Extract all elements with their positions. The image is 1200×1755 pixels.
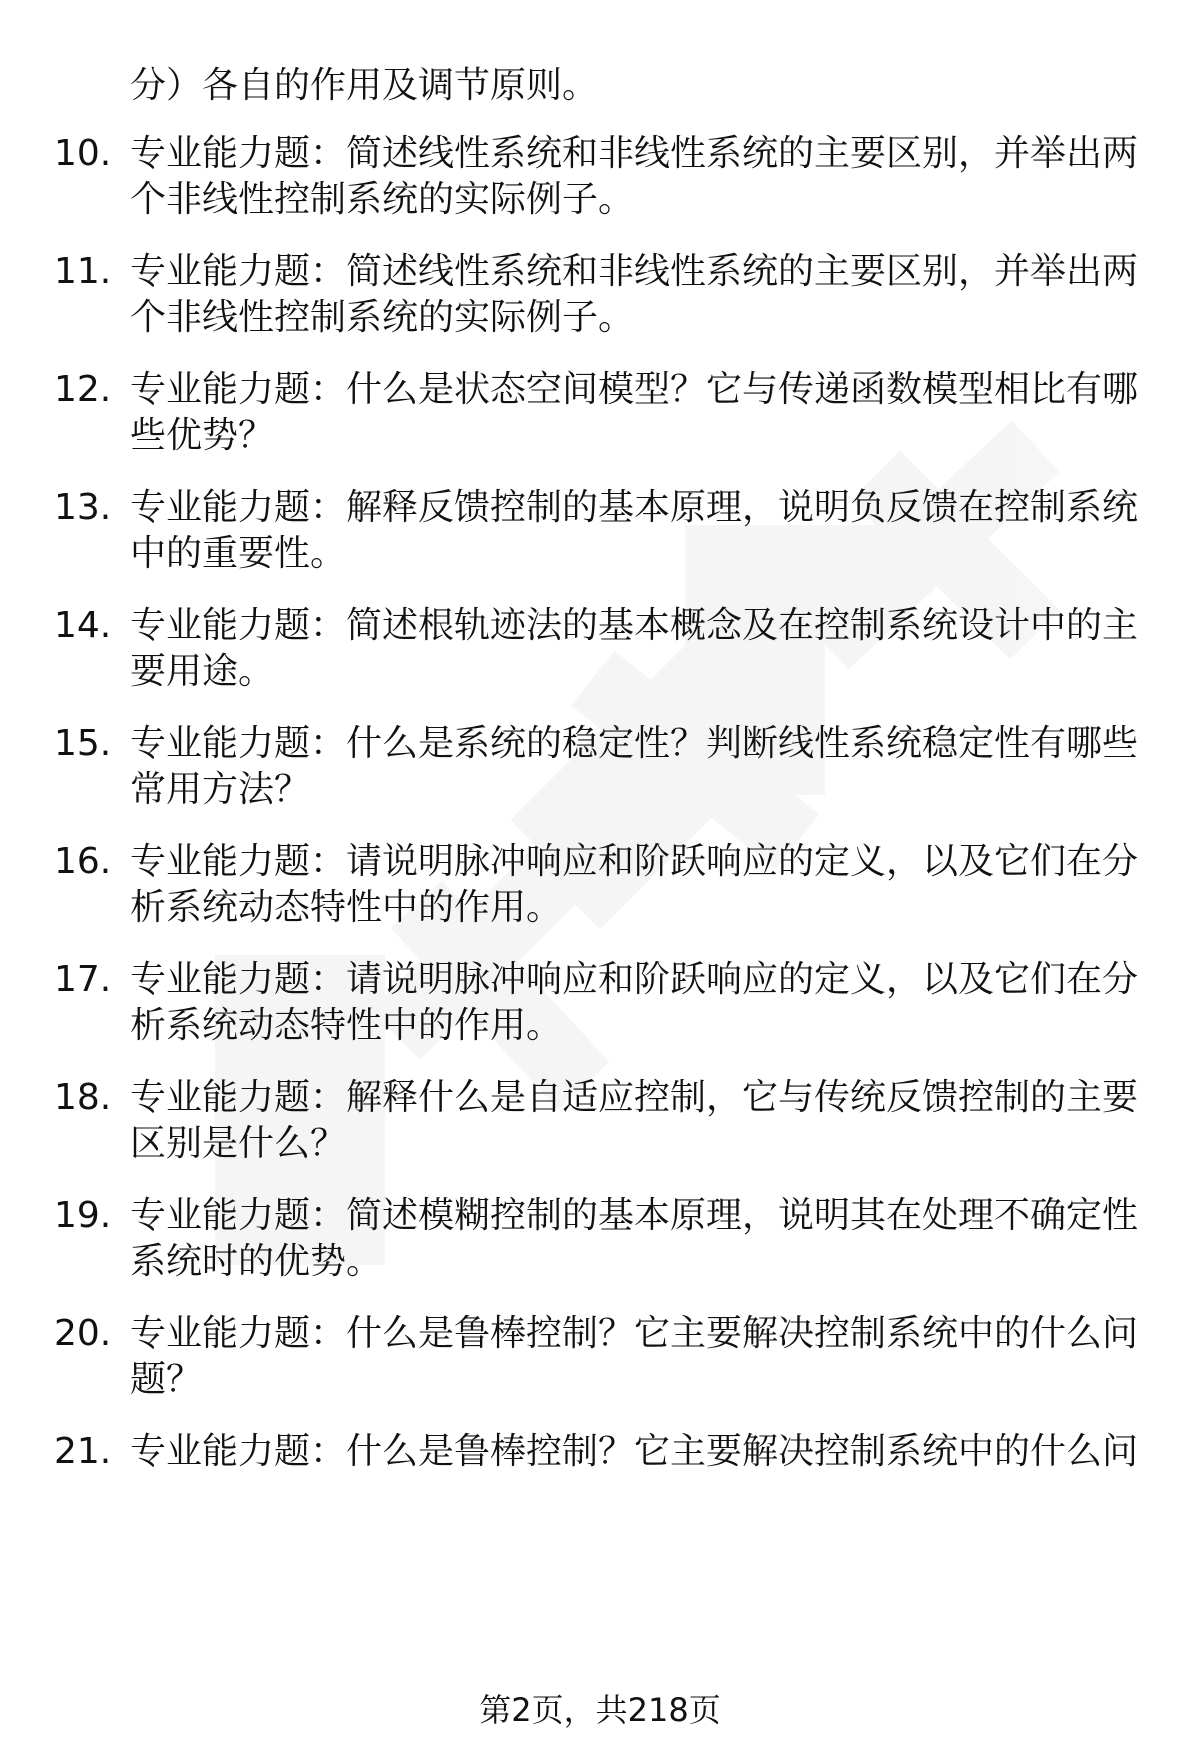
list-item-text-line: 析系统动态特性中的作用。: [130, 887, 563, 928]
list-item-text-line: 系统时的优势。: [130, 1241, 383, 1282]
list-item-text-line: 专业能力题：什么是鲁棒控制？它主要解决控制系统中的什么问: [130, 1431, 1139, 1472]
list-item-number: 18.: [54, 1077, 112, 1118]
page-number-footer: 第2页，共218页: [479, 1691, 721, 1729]
list-item-text-line: 个非线性控制系统的实际例子。: [130, 297, 635, 338]
list-item-text-line: 专业能力题：什么是状态空间模型？它与传递函数模型相比有哪: [130, 369, 1139, 410]
list-item-text-line: 中的重要性。: [130, 533, 347, 574]
list-item-text-line: 常用方法？: [130, 769, 311, 810]
list-item-number: 17.: [54, 959, 112, 1000]
list-item-text-line: 析系统动态特性中的作用。: [130, 1005, 563, 1046]
list-item-number: 16.: [54, 841, 112, 882]
list-item-text-line: 专业能力题：请说明脉冲响应和阶跃响应的定义，以及它们在分: [130, 959, 1139, 1000]
list-item-number: 13.: [54, 487, 112, 528]
list-item-text-line: 专业能力题：请说明脉冲响应和阶跃响应的定义，以及它们在分: [130, 841, 1139, 882]
list-item-text-line: 专业能力题：什么是系统的稳定性？判断线性系统稳定性有哪些: [130, 723, 1139, 764]
list-item-number: 12.: [54, 369, 112, 410]
list-item-text-line: 专业能力题：简述模糊控制的基本原理，说明其在处理不确定性: [130, 1195, 1139, 1236]
list-item-number: 20.: [54, 1313, 112, 1354]
list-item-text-line: 专业能力题：解释什么是自适应控制，它与传统反馈控制的主要: [130, 1077, 1139, 1118]
list-item-text-line: 专业能力题：简述线性系统和非线性系统的主要区别，并举出两: [130, 251, 1139, 292]
list-item-text-line: 专业能力题：什么是鲁棒控制？它主要解决控制系统中的什么问: [130, 1313, 1139, 1354]
list-item-text-line: 区别是什么？: [130, 1123, 347, 1164]
list-item-text-line: 题？: [130, 1359, 203, 1400]
list-item-text-line: 专业能力题：简述根轨迹法的基本概念及在控制系统设计中的主: [130, 605, 1139, 646]
list-item-text-line: 些优势？: [130, 415, 275, 456]
list-item-number: 14.: [54, 605, 112, 646]
list-item-number: 21.: [54, 1431, 112, 1472]
list-item-number: 11.: [54, 251, 112, 292]
list-item-number: 15.: [54, 723, 112, 764]
continued-text-line: 分）各自的作用及调节原则。: [130, 65, 599, 106]
list-item-text-line: 个非线性控制系统的实际例子。: [130, 179, 635, 220]
list-item-text-line: 要用途。: [130, 651, 275, 692]
list-item-text-line: 专业能力题：解释反馈控制的基本原理，说明负反馈在控制系统: [130, 487, 1139, 528]
list-item-number: 19.: [54, 1195, 112, 1236]
list-item-number: 10.: [54, 133, 112, 174]
list-item-text-line: 专业能力题：简述线性系统和非线性系统的主要区别，并举出两: [130, 133, 1139, 174]
